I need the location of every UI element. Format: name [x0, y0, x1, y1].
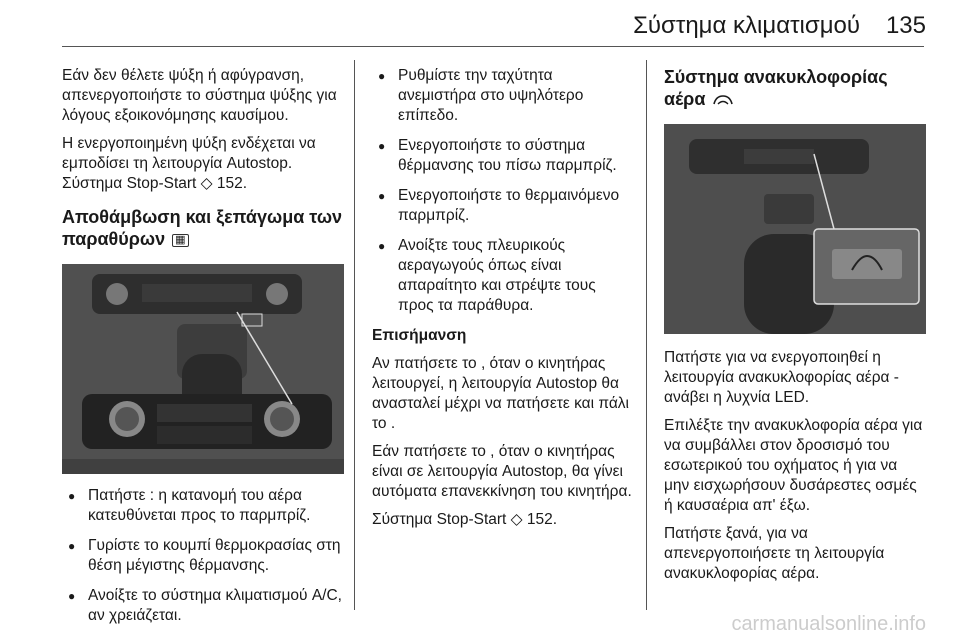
- paragraph: Επιλέξτε την ανακυκλοφορία αέρα για να συμβάλλει στον δροσισμό του εσωτερικού του οχήματος ή για να μην εισχωρήσουν δυσάρεστες οσμές ή καυσαέρια απ' έξω.: [664, 417, 923, 514]
- column-1: [62, 66, 344, 636]
- note-title: Επισήμανση: [372, 327, 467, 344]
- page-number: 135: [885, 12, 926, 39]
- cross-reference: Σύστημα Stop-Start ◇ 152.: [372, 511, 558, 528]
- list-item: ● Πατήστε : η κατανομή του αέρα κατευθύνεται προς το παρμπρίζ.: [62, 486, 344, 526]
- paragraph: Η ενεργοποιημένη ψύξη ενδέχεται να εμποδίσει τη λειτουργία Autostop.: [62, 135, 316, 172]
- list-item: ● Ενεργοποιήστε το σύστημα θέρμανσης του πίσω παρμπρίζ.: [372, 136, 634, 176]
- list-item: ● Ενεργοποιήστε το θερμαινόμενο παρμπρίζ.: [372, 186, 634, 226]
- note-paragraph: Εάν πατήσετε το , όταν ο κινητήρας είναι σε λειτουργία Autostop, θα γίνει αυτόματα επανεκκίνηση του κινητήρα.: [372, 443, 632, 500]
- hvac-panel-figure: [62, 264, 344, 474]
- list-item: ● Γυρίστε το κουμπί θερμοκρασίας στη θέση μέγιστης θέρμανσης.: [62, 536, 344, 576]
- note-paragraph: Αν πατήσετε το , όταν ο κινητήρας λειτουργεί, η λειτουργία Autostop θα ανασταλεί μέχρι να πατήσετε και πάλι το .: [372, 355, 629, 432]
- windscreen-max-icon: ▦: [172, 234, 188, 247]
- paragraph: Εάν δεν θέλετε ψύξη ή αφύγρανση, απενεργοποιήστε το σύστημα ψύξης για λόγους εξοικονόμησης καυσίμου.: [62, 67, 337, 124]
- recirculation-figure: [664, 124, 926, 334]
- hvac-panel-illustration: [62, 264, 344, 474]
- list-item: ● Ρυθμίστε την ταχύτητα ανεμιστήρα στο υψηλότερο επίπεδο.: [372, 66, 634, 126]
- column-2: [372, 66, 634, 538]
- paragraph: Πατήστε για να ενεργοποιηθεί η λειτουργία ανακυκλοφορίας αέρα - ανάβει η λυχνία LED.: [664, 349, 899, 406]
- footer-watermark: carmanualsonline.info: [731, 613, 926, 635]
- paragraph: Πατήστε ξανά, για να απενεργοποιήσετε τη λειτουργία ανακυκλοφορίας αέρα.: [664, 525, 885, 582]
- section-heading: Αποθάμβωση και ξεπάγωμα των παραθύρων ▦: [62, 207, 343, 249]
- column-divider-2: [646, 60, 647, 610]
- section-heading: Σύστημα ανακυκλοφορίας αέρα: [664, 67, 888, 109]
- header-title: Σύστημα κλιματισμού: [633, 12, 860, 39]
- header-rule: [62, 46, 924, 47]
- list-item: ● Ανοίξτε το σύστημα κλιματισμού A/C, αν χρειάζεται.: [62, 586, 344, 626]
- air-recirculation-icon: [712, 94, 734, 106]
- column-divider-1: [354, 60, 355, 610]
- list-item: ● Ανοίξτε τους πλευρικούς αεραγωγούς όπως είναι απαραίτητο και στρέψτε τους προς τα παράθυρα.: [372, 236, 634, 316]
- column-3: [664, 66, 926, 592]
- recirculation-illustration: [664, 124, 926, 334]
- cross-reference: Σύστημα Stop-Start ◇ 152.: [62, 175, 248, 192]
